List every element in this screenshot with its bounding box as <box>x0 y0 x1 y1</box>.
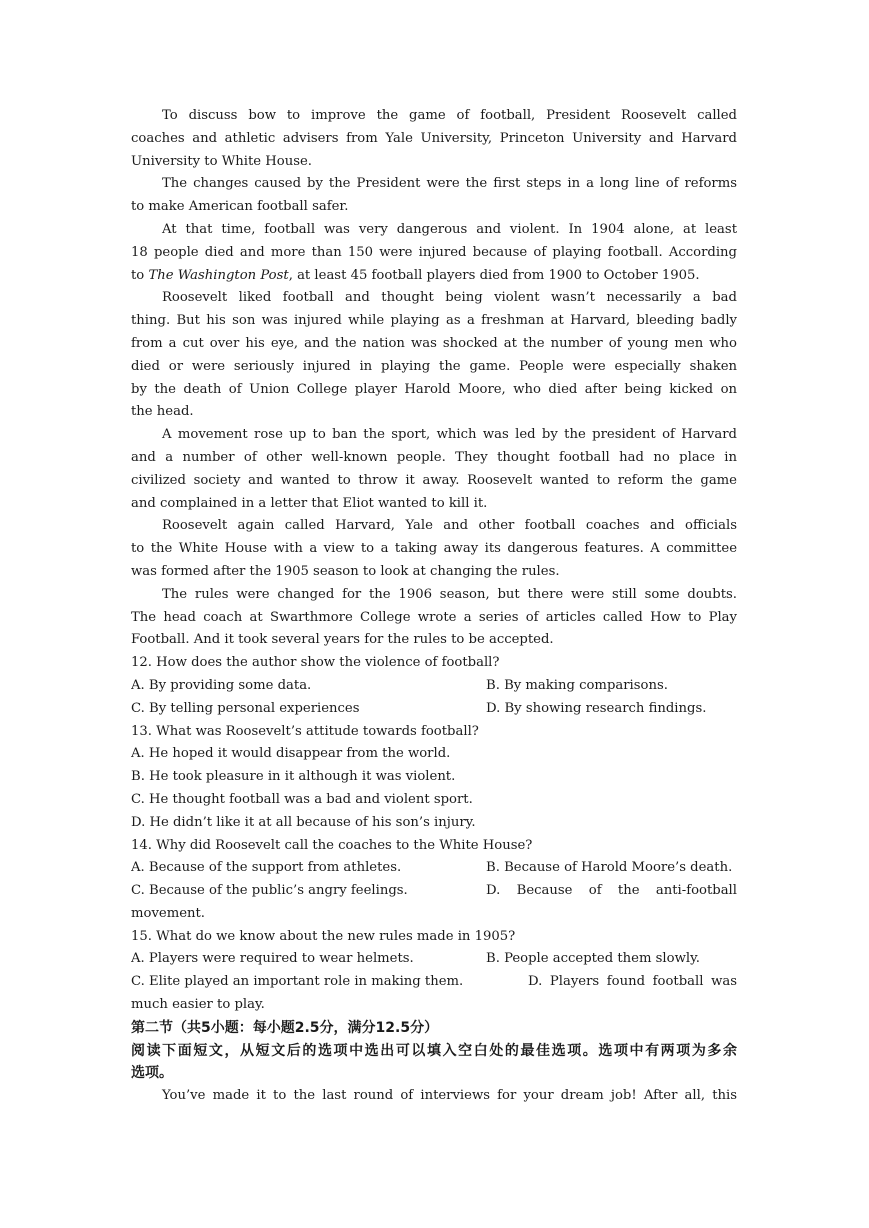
passage-line: to make American football safer. <box>131 199 349 215</box>
option-d[interactable]: D. Because of the anti-football <box>486 883 737 899</box>
option-d[interactable]: D. Players found football was <box>528 974 737 990</box>
passage-line: Football. And it took several years for the rules to be accepted. <box>131 632 554 648</box>
option-a[interactable]: A. By providing some data. <box>131 677 312 693</box>
passage-line: You’ve made it to the last round of interviews for your dream job! After all, this <box>162 1088 737 1104</box>
passage-line <box>131 265 737 288</box>
passage-line: The rules were changed for the 1906 season, but there were still some doubts. <box>162 586 737 602</box>
passage-line: The head coach at Swarthmore College wrote a series of articles called How to Play <box>131 609 737 625</box>
option-a[interactable]: A. Because of the support from athletes. <box>131 860 402 876</box>
passage-line: died or were seriously injured in playing the game. People were especially shaken <box>131 358 737 374</box>
passage-line: thing. But his son was injured while playing as a freshman at Harvard, bleeding badly <box>131 313 737 329</box>
passage-line: University to White House. <box>131 153 312 169</box>
passage-line: the head. <box>131 404 194 420</box>
option-a[interactable]: A. He hoped it would disappear from the world. <box>131 746 451 762</box>
passage-line: At that time, football was very dangerous and violent. In 1904 alone, at least <box>162 221 737 237</box>
passage-line: To discuss bow to improve the game of football, President Roosevelt called <box>162 108 737 123</box>
option-row <box>131 971 737 994</box>
passage-line: by the death of Union College player Harold Moore, who died after being kicked on <box>131 381 737 397</box>
question-stem: 12. How does the author show the violence of football? <box>131 655 500 671</box>
section-instruction: 阅读下面短文，从短文后的选项中选出可以填入空白处的最佳选项。选项中有两项为多余 <box>131 1042 737 1059</box>
option-b[interactable]: B. By making comparisons. <box>486 677 668 693</box>
document-page <box>131 105 737 1108</box>
section-heading: 第二节（共5小题：每小题2.5分，满分12.5分） <box>131 1019 439 1036</box>
option-d-continued: movement. <box>131 905 205 921</box>
option-row <box>131 880 737 903</box>
option-b[interactable]: B. People accepted them slowly. <box>486 951 700 967</box>
question-stem: 13. What was Roosevelt’s attitude towards football? <box>131 723 479 739</box>
option-c[interactable]: C. Elite played an important role in making them. <box>131 974 464 990</box>
passage-line: A movement rose up to ban the sport, which was led by the president of Harvard <box>162 427 737 443</box>
option-b[interactable]: B. He took pleasure in it although it was violent. <box>131 769 456 785</box>
option-d-continued: much easier to play. <box>131 997 265 1013</box>
option-d[interactable]: D. He didn’t like it at all because of his son’s injury. <box>131 814 476 830</box>
option-row <box>131 948 737 971</box>
passage-line: and complained in a letter that Eliot wanted to kill it. <box>131 495 488 511</box>
passage-line: Roosevelt again called Harvard, Yale and other football coaches and officials <box>162 518 737 534</box>
passage-line: from a cut over his eye, and the nation was shocked at the number of young men who <box>131 335 737 351</box>
option-c[interactable]: C. Because of the public’s angry feelings. <box>131 883 408 899</box>
passage-line: and a number of other well-known people. They thought football had no place in <box>131 449 737 465</box>
passage-line: civilized society and wanted to throw it away. Roosevelt wanted to reform the game <box>131 472 737 488</box>
option-row <box>131 857 737 880</box>
passage-text: , at least 45 football players died from 1900 to October 1905. <box>288 267 700 283</box>
passage-line: coaches and athletic advisers from Yale University, Princeton University and Harvard <box>131 130 737 146</box>
section-instruction: 选项。 <box>131 1065 173 1082</box>
question-stem: 15. What do we know about the new rules made in 1905? <box>131 928 516 944</box>
passage-line: to the White House with a view to a taking away its dangerous features. A committee <box>131 541 737 557</box>
option-row <box>131 698 737 721</box>
passage-line: was formed after the 1905 season to look at changing the rules. <box>131 563 560 579</box>
option-a[interactable]: A. Players were required to wear helmets. <box>131 951 414 967</box>
newspaper-title: The Washington Post <box>148 267 289 283</box>
option-row <box>131 675 737 698</box>
option-d[interactable]: D. By showing research findings. <box>486 700 707 716</box>
passage-line: Roosevelt liked football and thought being violent wasn’t necessarily a bad <box>162 290 737 306</box>
passage-text: to <box>131 267 149 283</box>
passage-line: The changes caused by the President were the first steps in a long line of reforms <box>162 176 737 192</box>
passage-line: 18 people died and more than 150 were injured because of playing football. According <box>131 244 737 260</box>
option-c[interactable]: C. He thought football was a bad and violent sport. <box>131 791 473 807</box>
option-b[interactable]: B. Because of Harold Moore’s death. <box>486 860 733 876</box>
option-c[interactable]: C. By telling personal experiences <box>131 700 360 716</box>
question-stem: 14. Why did Roosevelt call the coaches to the White House? <box>131 837 533 853</box>
